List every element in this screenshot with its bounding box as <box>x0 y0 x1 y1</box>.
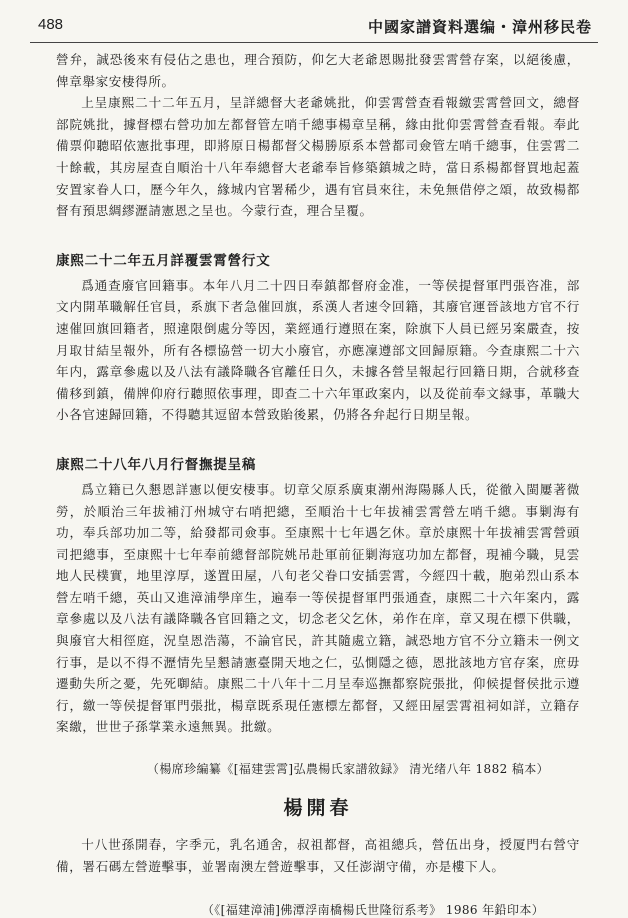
page-number: 488 <box>38 16 64 33</box>
page-header <box>30 4 598 44</box>
source-citation-1: （楊席珍編纂《[福建雲霄]弘農楊氏家譜敘録》 清光绪八年 1882 稿本） <box>146 762 550 777</box>
page-body <box>56 49 580 918</box>
section-title-2: 康熙二十八年八月行督撫提呈稿 <box>56 456 257 473</box>
header-rule <box>30 42 598 43</box>
section-body-2: 爲立籍已久懇恩詳憲以便安棲事。切章父原系廣東潮州海陽縣人氏，從徹入閩屢著微勞，於順治三年拔補汀州城守右哨把總，至順治十七年拔補雲霄營左哨千總。事剿海有功，奉兵部功加二等，給發都司僉事。至康熙十七年遇乞休。章於康熙十年拔補雲霄營頭司把總事，至康熙十七年奉前總督部院姚吊赴軍前征剿海寇功加左都督，現補今職，見雲地人民樸實，地里淳厚，遂置田屋，八旬老父眷口安插雲霄，今經四十載，胞弟烈山系本營左哨千總，英山又進漳浦學庠生，遍奉一等侯提督軍門張通查，康熙二十六年案内，露章參處以及八法有議降職各官回籍之文，切念老父乞休，弟作在庠，章又現在標下供職，與廢官大相徑庭，況皇恩浩蕩，不論官民，許其隨處立籍，誠恐地方官不分立籍未一例文行事，是以不得不瀝情先呈懇請憲臺開天地之仁，弘惻隱之德，恩批該地方官存案，庶毋遷動失所之憂，先死啣結。康熙二十八年十二月呈奉巡撫都察院張批，仰候提督侯批示遵行，繳一等侯提督軍門張批，楊章既系現任憲標左都督，又經田屋雲霄祖祠如詳，立籍存案繳，世世子孫掌業永遠無異。批繳。 <box>56 481 580 735</box>
source-citation-2: （《[福建漳浦]佛潭浮南橋楊氏世隆衍系考》 1986 年鉛印本） <box>201 903 545 918</box>
paragraph-continuation: 營弁，誠恐後來有侵佔之患也，理合預防，仰乞大老爺恩賜批發雲霄營存案，以絕後慮，俾章舉家安棲得所。 <box>56 52 580 89</box>
person-bio: 十八世孫開春，字季元，乳名通舍，叔祖都督，高祖總兵，營伍出身，授厦門右營守備，署石碼左營遊擊事，並署南澳左營遊擊事，又任澎湖守備，亦是樓下人。 <box>56 837 580 874</box>
person-heading: 楊開春 <box>283 797 353 820</box>
section-body-1: 爲通查廢官回籍事。本年八月二十四日奉鎮都督府金准，一等侯提督軍門張咨准，部文内開革職解任官員，系旗下者急催回旗，系漢人者速令回籍，其廢官運晉該地方官不行速催回旗回籍者，照違限倒處分等因，業經通行遵照在案，除旗下人員已經另案嚴查，按月取甘結呈報外，所有各標協營一切大小廢官，亦應凜遵部文回歸原籍。今查康熙二十六年内，露章參處以及八法有議降職各官離任日久，未據各營呈報起行回籍日期，合就移查備移到鎮，備牌仰府行聽照依事理，即查二十六年軍政案内，以及從前奉文縁事，革職大小各官速歸回籍，不得聽其逗留本營致貽後累，仍將各弁起行日期呈報。 <box>56 277 580 423</box>
paragraph-petition: 上呈康熙二十二年五月，呈詳總督大老爺姚批，仰雲霄營查看報繳雲霄營回文，總督部院姚批，據督標右營功加左都督管左哨千總事楊章呈稱，緣由批仰雲霄營查看報。奉此備票仰聽昭依憲批事理，即將原日楊都督父楊勝原系本營都司僉管左哨千總事，住雲霄二十餘載，其房屋查自順治十八年奉總督大老爺奉旨修築鎮城之時，當日系楊都督買地起蓋安置家眷人口，歷今年久，緣城内官署稀少，遇有官員來往，未免無借停之頌，故致楊都督有預思綢繆瀝請憲恩之呈也。今蒙行查，理合呈覆。 <box>56 95 580 219</box>
running-title: 中國家譜資料選编・漳州移民卷 <box>367 18 592 36</box>
section-title-1: 康熙二十二年五月詳覆雲霄營行文 <box>56 252 271 269</box>
